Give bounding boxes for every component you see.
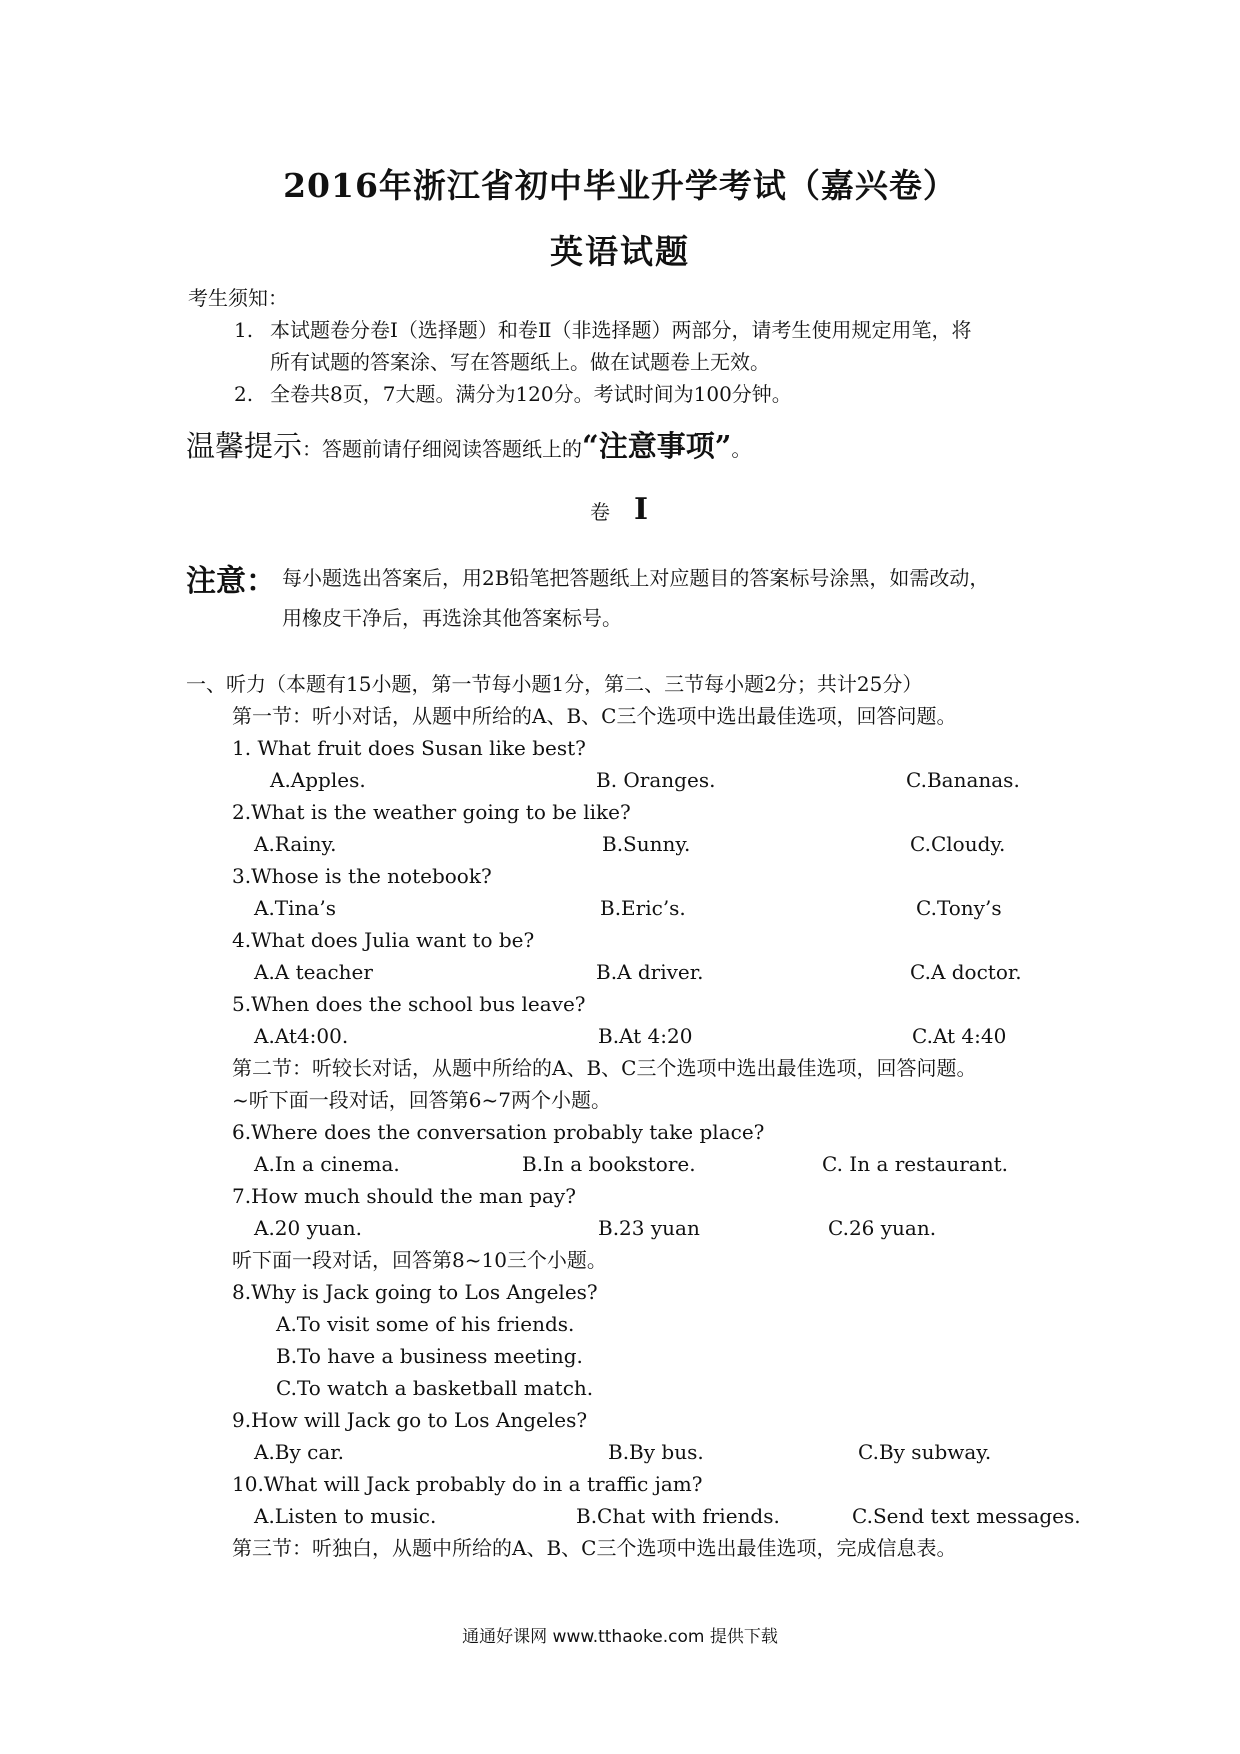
attention-line2: 用橡皮干净后，再选涂其他答案标号。 <box>282 606 622 630</box>
notice-item-1-line2: 所有试题的答案涂、写在答题纸上。做在试题卷上无效。 <box>270 350 770 374</box>
section-1-part-2: 第二节：听较长对话，从题中所给的A、B、C三个选项中选出最佳选项，回答问题。 <box>232 1056 977 1080</box>
volume-label: 卷 <box>590 500 610 524</box>
question-6-option-c: C. In a restaurant. <box>822 1152 1008 1176</box>
notice-item-2 <box>234 382 792 406</box>
question-10-option-a: A.Listen to music. <box>254 1504 437 1528</box>
question-3-option-a: A.Tina’s <box>254 896 336 920</box>
question-3-option-b: B.Eric’s. <box>600 896 686 920</box>
attention-label: 注意： <box>186 564 276 599</box>
exam-subtitle: 英语试题 <box>550 232 690 271</box>
question-4: 4.What does Julia want to be? <box>232 928 535 952</box>
warm-tip-text: ：答题前请仔细阅读答题纸上的 <box>302 437 583 461</box>
question-9-option-c: C.By subway. <box>858 1440 992 1464</box>
question-8: 8.Why is Jack going to Los Angeles? <box>232 1280 598 1304</box>
question-9-option-a: A.By car. <box>254 1440 344 1464</box>
question-1-option-a: A.Apples. <box>270 768 366 792</box>
question-6-option-b: B.In a bookstore. <box>522 1152 696 1176</box>
question-6-option-a: A.In a cinema. <box>254 1152 400 1176</box>
question-2-option-a: A.Rainy. <box>254 832 337 856</box>
section-1-heading: 一、听力（本题有15小题，第一节每小题1分，第二、三节每小题2分；共计25分） <box>186 672 923 696</box>
question-6: 6.Where does the conversation probably take place? <box>232 1120 765 1144</box>
warm-tip-label: 温馨提示 <box>186 429 303 463</box>
question-8-option-c: C.To watch a basketball match. <box>276 1376 594 1400</box>
question-4-option-b: B.A driver. <box>596 960 704 984</box>
section-1-part-2-sub-2: 听下面一段对话，回答第8~10三个小题。 <box>232 1248 607 1272</box>
volume-number: I <box>634 492 649 527</box>
warm-tip-end: 。 <box>731 437 752 461</box>
question-10-option-b: B.Chat with friends. <box>576 1504 780 1528</box>
warm-tip-emphasis: “注意事项” <box>582 429 732 463</box>
question-1-option-c: C.Bananas. <box>906 768 1020 792</box>
section-1-part-3: 第三节：听独白，从题中所给的A、B、C三个选项中选出最佳选项，完成信息表。 <box>232 1536 957 1560</box>
question-2-option-c: C.Cloudy. <box>910 832 1006 856</box>
question-7-option-a: A.20 yuan. <box>254 1216 362 1240</box>
notice-item-1-number: 1. <box>234 318 254 342</box>
question-7: 7.How much should the man pay? <box>232 1184 576 1208</box>
question-7-option-b: B.23 yuan <box>598 1216 700 1240</box>
question-8-option-a: A.To visit some of his friends. <box>276 1312 575 1336</box>
attention-line1: 每小题选出答案后，用2B铅笔把答题纸上对应题目的答案标号涂黑，如需改动， <box>282 566 990 590</box>
question-10-option-c: C.Send text messages. <box>852 1504 1081 1528</box>
section-1-part-2-sub-1: ~听下面一段对话，回答第6~7两个小题。 <box>232 1088 611 1112</box>
question-2: 2.What is the weather going to be like? <box>232 800 631 824</box>
question-3: 3.Whose is the notebook? <box>232 864 492 888</box>
question-3-option-c: C.Tony’s <box>916 896 1002 920</box>
question-5-option-a: A.At4:00. <box>254 1024 349 1048</box>
volume-heading <box>590 492 648 527</box>
question-5-option-b: B.At 4:20 <box>598 1024 693 1048</box>
question-9-option-b: B.By bus. <box>608 1440 704 1464</box>
question-2-option-b: B.Sunny. <box>602 832 691 856</box>
notice-item-1 <box>234 318 972 342</box>
notice-item-1-line1: 本试题卷分卷Ⅰ（选择题）和卷Ⅱ（非选择题）两部分，请考生使用规定用笔，将 <box>270 318 972 342</box>
question-5: 5.When does the school bus leave? <box>232 992 586 1016</box>
question-10: 10.What will Jack probably do in a traffic jam? <box>232 1472 703 1496</box>
question-7-option-c: C.26 yuan. <box>828 1216 937 1240</box>
question-4-option-c: C.A doctor. <box>910 960 1022 984</box>
notice-item-2-number: 2. <box>234 382 254 406</box>
question-1-option-b: B. Oranges. <box>596 768 716 792</box>
question-9: 9.How will Jack go to Los Angeles? <box>232 1408 588 1432</box>
question-8-option-b: B.To have a business meeting. <box>276 1344 583 1368</box>
question-1: 1. What fruit does Susan like best? <box>232 736 586 760</box>
footer-text: 通通好课网 www.tthaoke.com 提供下载 <box>462 1627 778 1647</box>
exam-title: 2016年浙江省初中毕业升学考试（嘉兴卷） <box>283 166 957 205</box>
notice-heading: 考生须知： <box>188 286 288 310</box>
notice-item-2-line1: 全卷共8页，7大题。满分为120分。考试时间为100分钟。 <box>270 382 792 406</box>
warm-tip <box>186 424 751 465</box>
question-5-option-c: C.At 4:40 <box>912 1024 1007 1048</box>
question-4-option-a: A.A teacher <box>254 960 373 984</box>
section-1-part-1: 第一节：听小对话，从题中所给的A、B、C三个选项中选出最佳选项，回答问题。 <box>232 704 957 728</box>
